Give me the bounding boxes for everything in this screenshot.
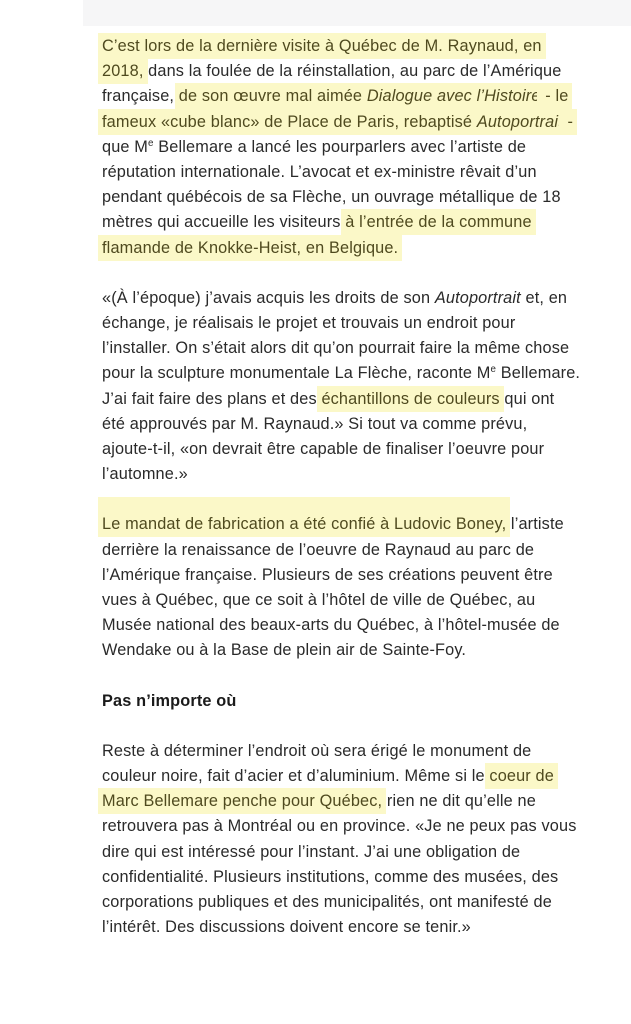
paragraph-4 [102, 739, 582, 941]
text-segment: dans la foulée de la réinstallation, au parc de l’Amérique française, [102, 62, 562, 106]
highlighted-text: échantillons de couleurs [321, 389, 500, 408]
text-segment: Reste à déterminer l’endroit où sera érigé le monument de couleur noire, fait d’acier et d’aluminium. Même si le [102, 741, 532, 786]
text-segment: Bellemare. J’ai fait faire des plans et des [102, 364, 581, 408]
paragraph-3 [102, 512, 582, 663]
text-segment: «(À l’époque) j’avais acquis les droits de son [102, 288, 435, 307]
highlighted-text: Le mandat de fabrication a été confié à Ludovic Boney, [102, 515, 507, 534]
highlighted-text: Autoportrait [476, 112, 563, 131]
text-segment: e [490, 364, 497, 376]
text-segment: l’artiste derrière la renaissance de l’oeuvre de Raynaud au parc de l’Amérique française. Plusieurs de ses créations peuvent être vues à Québec, que ce soit à l’hôtel de ville de Québec, au Musée national des beaux-arts du Québec, à l’hôtel-musée de Wendake ou à la Base de plein air de Sainte-Foy. [102, 515, 564, 660]
article-body [102, 34, 582, 966]
top-bar [83, 0, 631, 26]
text-segment: Bellemare a lancé les pourparlers avec l’artiste de réputation internationale. L’avocat et ex-ministre rêvait d’un pendant québécois de sa Flèche, un ouvrage métallique de 18 mètres qui accueille les visiteurs [102, 137, 561, 232]
text-segment: e [148, 137, 154, 149]
highlighted-text: - [562, 112, 574, 131]
paragraph-2 [102, 286, 582, 488]
text-segment: que M [102, 137, 149, 156]
highlighted-text: C’est lors de la dernière visite à Québec de M. Raynaud, en 2018, [102, 37, 542, 81]
highlighted-text: à l’entrée de la commune flamande de Knokke-Heist, en Belgique. [102, 213, 532, 257]
highlighted-text: Dialogue avec l’Histoire [366, 87, 541, 106]
highlighted-text: coeur de Marc Bellemare penche pour Québec, [102, 767, 554, 811]
highlighted-text: de son œuvre mal aimée [178, 87, 367, 106]
italic-title: Autoportrait [434, 288, 521, 307]
text-segment: et, en échange, je réalisais le projet et trouvais un endroit pour l’installer. On s’était alors dit qu’on pourrait faire la même chose pour la sculpture monumentale La Flèche, raconte M [102, 288, 570, 383]
highlighted-text: - le fameux «cube blanc» de Place de Paris, rebaptisé [102, 87, 569, 131]
section-subheading: Pas n’importe où [102, 691, 237, 710]
paragraph-1 [102, 34, 582, 261]
text-segment: rien ne dit qu’elle ne retrouvera pas à Montréal ou en province. «Je ne peux pas vous dire qui est intéressé pour l’instant. J’ai une obligation de confidentialité. Plusieurs institutions, comme des musées, des corporations publiques et des municipalités, ont manifesté de l’intérêt. Des discussions doivent encore se tenir.» [102, 792, 577, 937]
text-segment: qui ont été approuvés par M. Raynaud.» Si tout va comme prévu, ajoute-t-il, «on devrait être capable de finaliser l’oeuvre pour l’automne.» [102, 389, 555, 484]
